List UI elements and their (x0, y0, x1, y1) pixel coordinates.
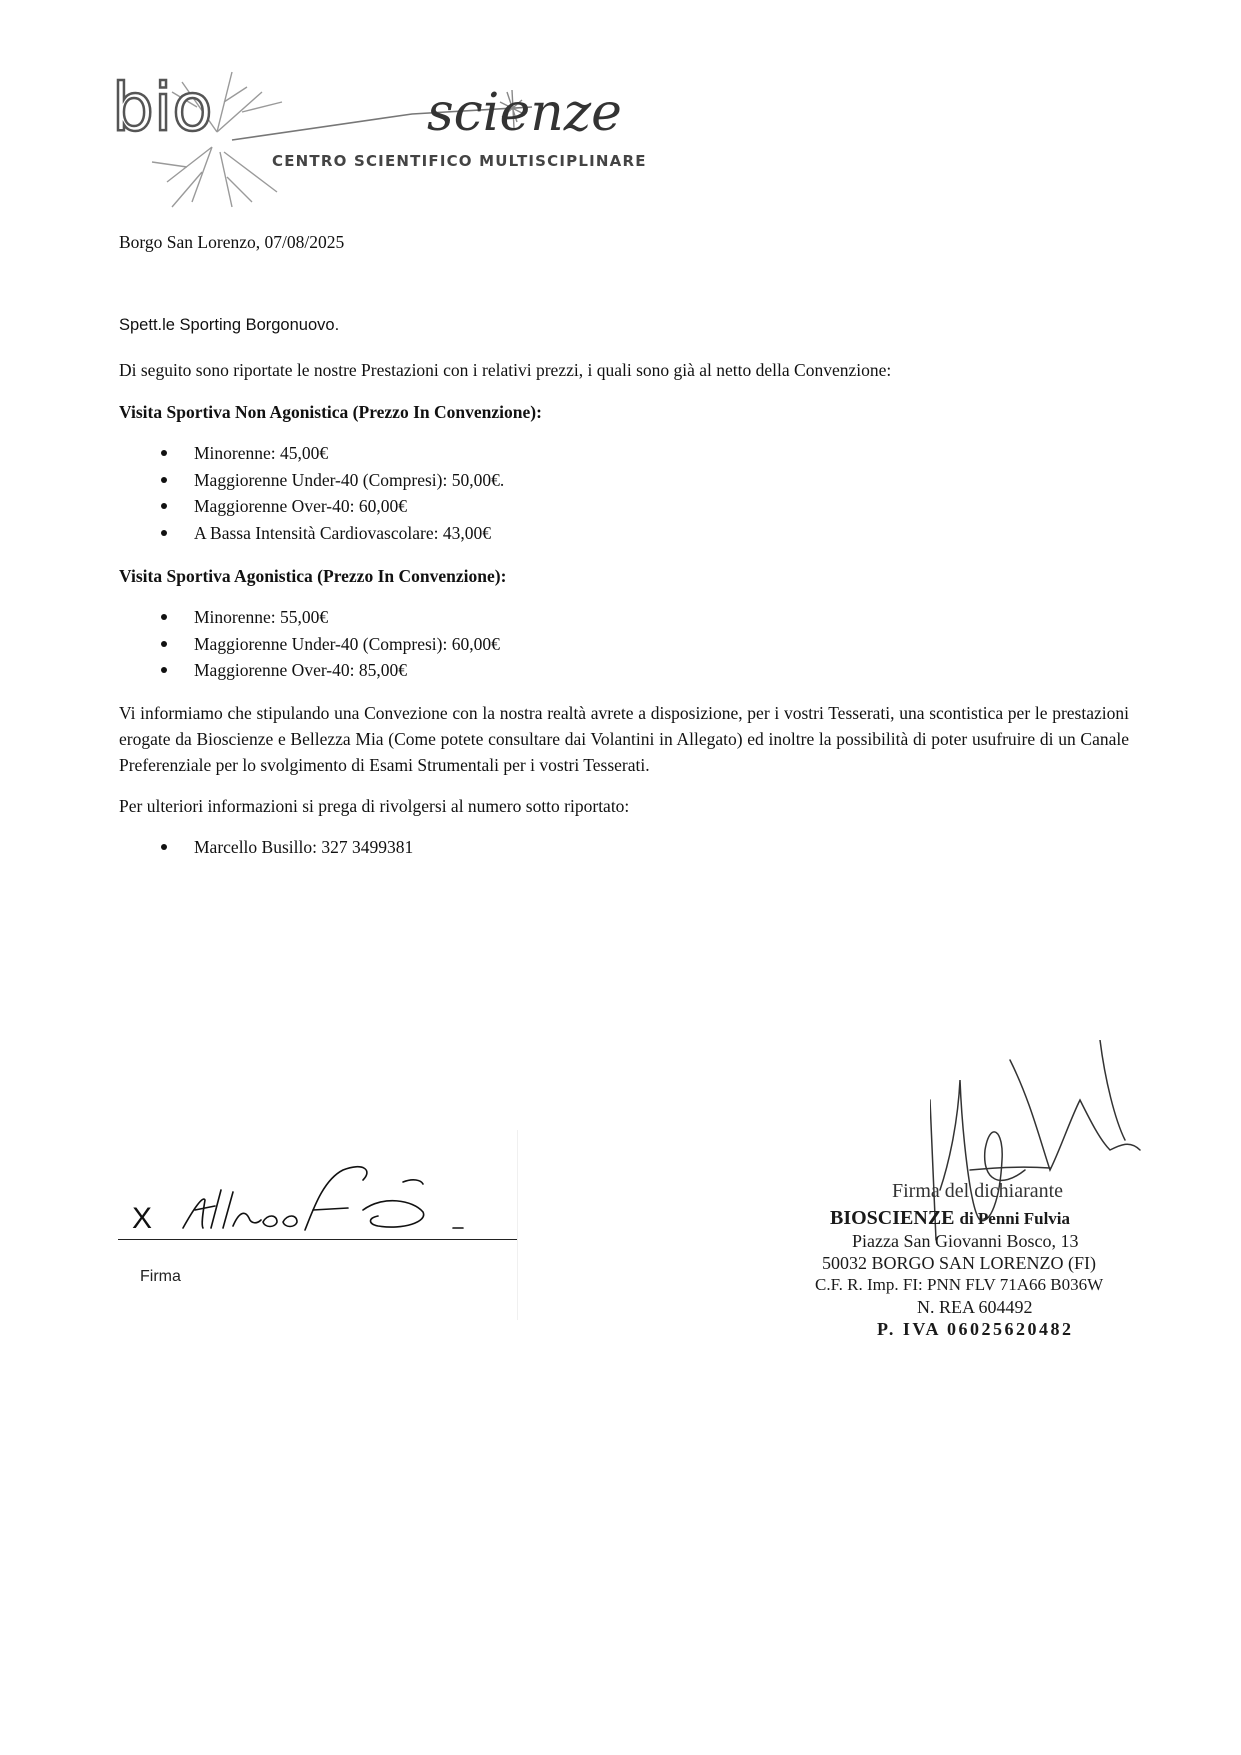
company-stamp (800, 1180, 1160, 1370)
addressee: Spett.le Sporting Borgonuovo. (119, 316, 340, 334)
stamp-owner: di Penni Fulvia (959, 1209, 1071, 1228)
stamp-vat: P. IVA 06025620482 (877, 1319, 1074, 1339)
signature-x-mark: X (132, 1202, 153, 1235)
handwritten-signature (173, 1140, 493, 1240)
contact-list (119, 834, 1129, 861)
logo-subtitle: CENTRO SCIENTIFICO MULTISCIPLINARE (272, 152, 647, 170)
divider (517, 1130, 518, 1320)
bullet-icon (161, 614, 167, 620)
heading-agonistica: Visita Sportiva Agonistica (Prezzo In Convenzione): (119, 566, 507, 586)
signature-caption: Firma (140, 1268, 181, 1285)
convention-paragraph: Vi informiamo che stipulando una Convezione con la nostra realtà avrete a disposizione, per i vostri Tesserati, una scontistica per le prestazioni erogate da Bioscienze e Bellezza Mia (Come potete consultare dai Volantini in Allegato) ed inoltre la possibilità di poter usufruire di un Canale Preferenziale per lo svolgimento di Esami Strumentali per i vostri Tesserati. (119, 703, 1129, 775)
stamp-company-name: BIOSCIENZE (830, 1207, 955, 1229)
bullet-icon (161, 844, 167, 850)
bullet-icon (161, 477, 167, 483)
list-item: A Bassa Intensità Cardiovascolare: 43,00€ (119, 520, 1129, 547)
list-item: Maggiorenne Over-40: 85,00€ (119, 657, 1129, 684)
list-item: Maggiorenne Under-40 (Compresi): 50,00€. (119, 467, 1129, 494)
heading-non-agonistica: Visita Sportiva Non Agonistica (Prezzo In Convenzione): (119, 402, 542, 422)
list-agonistica (119, 604, 1129, 684)
list-item: Marcello Busillo: 327 3499381 (119, 834, 1129, 861)
info-line: Per ulteriori informazioni si prega di rivolgersi al numero sotto riportato: (119, 796, 630, 816)
bullet-icon (161, 503, 167, 509)
list-item: Maggiorenne Under-40 (Compresi): 60,00€ (119, 631, 1129, 658)
logo-scienze-text: scienze (427, 83, 622, 143)
list-item: Minorenne: 45,00€ (119, 440, 1129, 467)
bullet-icon (161, 450, 167, 456)
logo-bio-text: bio (112, 69, 213, 146)
bullet-icon (161, 667, 167, 673)
signature-left (118, 1140, 528, 1285)
list-item: Minorenne: 55,00€ (119, 604, 1129, 631)
signature-line (118, 1239, 518, 1240)
list-item: Maggiorenne Over-40: 60,00€ (119, 493, 1129, 520)
stamp-firma-label: Firma del dichiarante (892, 1180, 1064, 1202)
bullet-icon (161, 641, 167, 647)
intro-text: Di seguito sono riportate le nostre Prestazioni con i relativi prezzi, i quali sono già al netto della Convenzione: (119, 360, 892, 380)
date-line: Borgo San Lorenzo, 07/08/2025 (119, 232, 345, 252)
stamp-fiscal-code: C.F. R. Imp. FI: PNN FLV 71A66 B036W (815, 1275, 1104, 1294)
stamp-rea: N. REA 604492 (917, 1297, 1033, 1317)
stamp-city: 50032 BORGO SAN LORENZO (FI) (822, 1253, 1096, 1273)
stamp-company (830, 1207, 1070, 1230)
bioscienze-logo (112, 62, 772, 212)
list-non-agonistica (119, 440, 1129, 546)
stamp-address: Piazza San Giovanni Bosco, 13 (852, 1231, 1079, 1251)
bullet-icon (161, 530, 167, 536)
